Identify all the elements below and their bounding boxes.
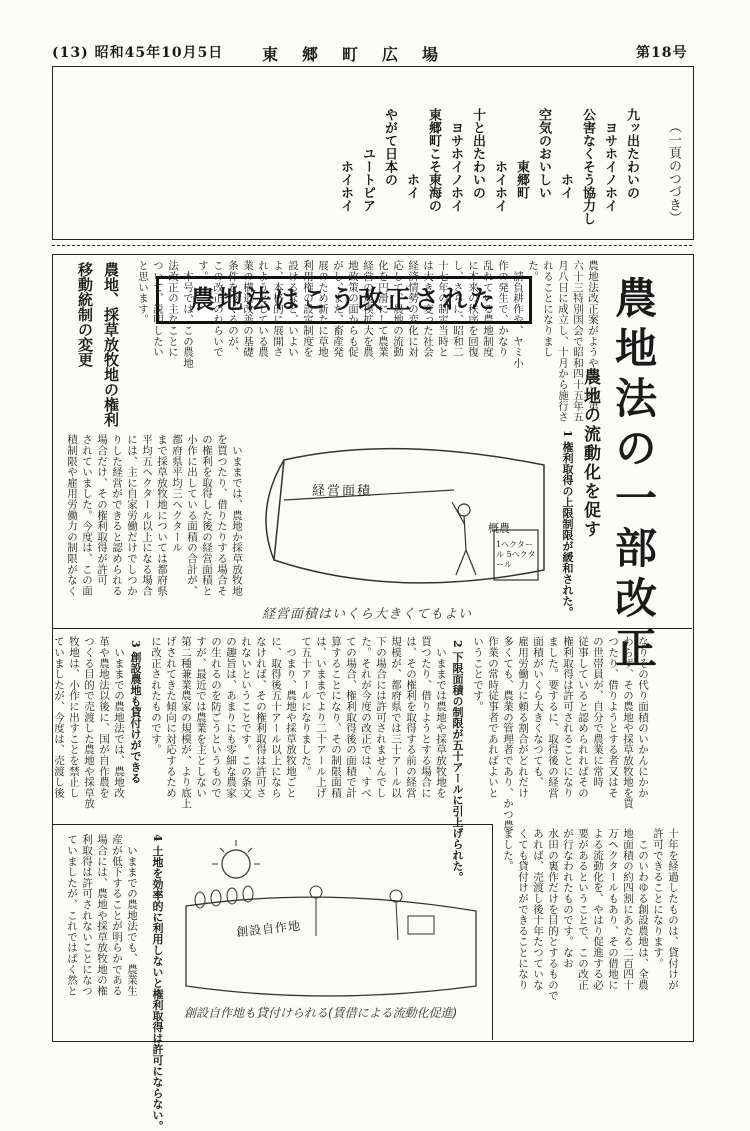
section-3-line: が行なわれたものです。なお	[562, 828, 574, 969]
illustration-1-board: 1ヘクタール 5ヘクタール	[496, 540, 536, 569]
poem-verses	[334, 108, 642, 228]
poem-continued-note: （一頁のつづき）	[666, 120, 681, 224]
section-1-line: の権利を取得した後の経営面積と	[201, 434, 213, 596]
intro-line: 本号では、この農地	[182, 260, 194, 368]
intro-line: がし、また、畜産発	[332, 260, 344, 358]
section-1-text	[64, 434, 244, 602]
intro-line: 応して、農地の流動	[392, 260, 404, 358]
section-1-line: を買つたり、借りたりする場合そ	[216, 434, 228, 596]
intro-line: 請負耕作や、ヤミ小	[512, 260, 524, 368]
poem-line: ユートピア	[360, 108, 375, 212]
lower-column-divider	[492, 824, 493, 1040]
intro-line: れることになりまし	[542, 260, 554, 358]
intro-line: 展のため新たに草地	[317, 260, 329, 358]
poem-line: 九ッ出たわいの	[624, 108, 639, 199]
section-3-line: ていましたが、今度は、売渡し後	[53, 636, 65, 798]
section-3-line: いままでの農地法では、農地改	[113, 636, 125, 798]
illustration-2-caption: 創設自作地も貸付けられる(賃借による流動化促進)	[184, 1006, 458, 1020]
section-2-line: れないということです。この条文	[240, 636, 252, 798]
section-2-line: いうことです。	[472, 636, 484, 712]
section-2-line: なりその代り面積のいかんにかか	[637, 636, 649, 798]
section-3-line: くても貸付けができることになり	[517, 828, 529, 990]
section-3-heading: 3 創設農地も貸付けができる	[129, 640, 142, 784]
subheadline: 農地の流動化を促す	[580, 368, 600, 539]
section-2-line: に改正されたものです。	[150, 636, 162, 755]
section-1-line: 積制限や雇用労働力の制限がなく	[66, 434, 78, 596]
section-2-line: の世帯員が、自分で農業に常時	[592, 636, 604, 788]
section-4-line: いままでの農地法でも、農業生	[126, 834, 138, 996]
section-2-line: 下の場合には許可されませんでし	[375, 636, 387, 798]
section-divider	[52, 245, 692, 246]
section-3-line: 牧地は、小作に出すことを禁止し	[68, 636, 80, 798]
section-2-heading: 2 下限面積の制限が五十アールに引上げられた。	[451, 640, 464, 883]
section-3-line: 十年を経過したものは、貸付けが	[667, 828, 679, 990]
section-3-line: このいわゆる創設農地は、全農	[637, 828, 649, 990]
section-2-line: 多くても、農業の管理者であり、かつ農	[502, 636, 514, 831]
section-2-line: て五十アールになりました。	[300, 636, 312, 777]
illustration-2-label: 創設自作地	[235, 918, 302, 940]
poem-line: ホイ	[558, 108, 573, 199]
intro-line: 条件をつくるのが、	[227, 260, 239, 358]
section-2-line: げされてきた傾向に対応するため	[165, 636, 177, 798]
section-1-line: 小作に出している面積の合計が、	[186, 434, 198, 596]
poem-line: ヨサホイノホイ	[602, 108, 617, 212]
intro-line: 化を円滑にして農業	[377, 260, 389, 358]
section-2-line: ました。要するに、取得後の経営	[547, 636, 559, 798]
section-2-line: 作業の常時従事者であればよいと	[487, 636, 499, 798]
section-2-line: 従事していると認められればその	[577, 636, 589, 798]
section-4-line: 利取得は許可されないことになつ	[81, 834, 93, 996]
poem-line: ホイホイ	[492, 108, 507, 212]
newspaper-name: 東 郷 町 広 場	[262, 45, 443, 64]
section-3-line: つくる目的で売渡した農地や採草放	[83, 636, 95, 809]
section-3-line: ました。	[502, 828, 514, 872]
intro-line: 六十三特別国会で昭和四十五年五	[572, 260, 584, 422]
section-2-line: の生れるのを防ごうというもので	[210, 636, 222, 798]
section-4-line: 産が低下することが明らかである	[111, 834, 123, 996]
section-2-line: は、いままでより二十アール上げ	[315, 636, 327, 798]
section-3-text-b	[500, 828, 680, 1028]
intro-line: 経営の規模拡大を農	[362, 260, 374, 358]
poem-line: 空気のおいしい	[536, 108, 551, 199]
section-4-line: 場合には、農地や採草放牧地の権	[96, 834, 108, 996]
intro-line: す。	[197, 260, 209, 282]
section-4-text	[64, 834, 139, 1030]
section-2-line: に、取得後五十アール以上になら	[270, 636, 282, 798]
section-1-line: 場合だけ、その権利取得が許可	[96, 434, 108, 586]
section-2-line: 権利取得は許可されることになり	[562, 636, 574, 798]
section-1-line: 平均五ヘクタール以上になる場合	[141, 434, 153, 596]
section-2-line: ての場合、権利取得後の面積で計	[345, 636, 357, 798]
section-3-line: よる流動化を、やはり促進する必	[592, 828, 604, 990]
section-3-line: 要があるということで、この改正	[577, 828, 589, 990]
section-2-line: つまり、農地や採草放牧地ごと	[285, 636, 297, 798]
section-3-line: 許可できることになります。	[652, 828, 664, 969]
section-1-line: りした経営ができると認められる	[111, 434, 123, 596]
poem-line: ヨサホイノホイ	[448, 108, 463, 212]
section-1-heading: 1 権利取得の上限制限が緩和された。	[561, 430, 574, 618]
illustration-1-label: 経営面積	[312, 484, 373, 499]
illustration-1-caption: 経営面積はいくら大きくてもよい	[262, 607, 473, 622]
section-1-line: されていました。今度は、この面	[81, 434, 93, 596]
section-2-line: 雇用労働力に頼る割合がどれだけ	[517, 636, 529, 798]
intro-line: し、さらに、昭和二	[452, 260, 464, 358]
intro-line: 月八日に成立し、十月から施行さ	[557, 260, 569, 422]
section-2-line: 算することになり、その制限面積	[330, 636, 342, 798]
intro-text	[137, 260, 600, 428]
section-3-line: あれば、売渡し後十年たつていな	[532, 828, 544, 990]
intro-line: 法改正の主なことに	[167, 260, 179, 358]
section-2-line: 第二種兼業農家の規模が、より底上	[180, 636, 192, 809]
intro-line: に本来の秩序を回復	[467, 260, 479, 358]
section-3-line: 水田の裏作だけを目的とするもので	[547, 828, 559, 1001]
section-2-line: いままでは農地や採草放牧地を	[435, 636, 447, 798]
section-3-line: 革や農地法以後に、国が自作農を	[98, 636, 110, 798]
issue-number: 第18号	[636, 45, 688, 61]
intro-line: た。	[527, 260, 539, 282]
intro-line: ついて、説明したい	[152, 260, 164, 358]
issue-date: (13) 昭和45年10月5日	[52, 45, 224, 61]
poem-line: 東郷町	[514, 108, 529, 199]
section-4-heading: 4 土地を効率的に利用しないと権利取得は許可にならない。	[151, 834, 164, 1131]
section-3-text-a	[53, 636, 126, 820]
section-1-line: 都府県平均三ヘクタール	[171, 434, 183, 553]
section-2-line: の趣旨は、あまりにも零細な農家	[225, 636, 237, 798]
box-title: 農地法はこう改正された	[189, 285, 498, 314]
intro-line: 業の構造改善の基礎	[242, 260, 254, 358]
section-1-line: いままでは、農地か採草放牧地	[231, 434, 243, 596]
section-2-line: わらず、その農地や採草放牧地を買	[622, 636, 634, 809]
section-2-line: は、その権利を取得する前の経営	[405, 636, 417, 798]
illustration-1-sign: 概農	[488, 522, 510, 535]
section-2-line: なければ、その権利取得は許可さ	[255, 636, 267, 798]
intro-line: 設けるなど、いよい	[287, 260, 299, 358]
intro-line: は大きく変った社会	[422, 260, 434, 358]
intro-line: 地政策の面からも促	[347, 260, 359, 358]
intro-line: 作の発生で、かなり	[497, 260, 509, 358]
poem-line: 十と出たわいの	[470, 108, 485, 199]
lower-divider	[52, 824, 492, 825]
intro-line: よ、本格的に展開さ	[272, 260, 284, 358]
poem-line: やがて日本の	[382, 108, 397, 186]
headline: 農地法の一部改正	[609, 276, 658, 676]
section-2-line: すが、最近では農業を主としない	[195, 636, 207, 798]
section-1-line: には、主に自家労働だけでしつか	[126, 434, 138, 596]
created-farmland-illustration	[176, 836, 488, 1006]
section-2-line: 規模が、都府県では三十アール以	[390, 636, 402, 798]
mid-divider	[52, 628, 692, 629]
section-4-line: ていましたが、これではばく然と	[66, 834, 78, 996]
section-3-line: 地面積の約四割にあたる二百四十	[622, 828, 634, 990]
sidebar-title	[72, 262, 124, 427]
sidebar-title-line: 農地、採草放牧地の権利	[102, 262, 120, 427]
section-2-text-a	[470, 636, 650, 831]
poem-line: 東郷町こそ東海の	[426, 108, 441, 212]
intro-line: 十七年の制定当時と	[437, 260, 449, 358]
intro-line: 乱れている農地制度	[482, 260, 494, 358]
poem-line: ホイ	[404, 108, 419, 199]
poem-line: ホイホイ	[338, 108, 353, 212]
intro-line: この改正のねらいで	[212, 260, 224, 358]
section-2-line: た。それが今度の改正では、すべ	[360, 636, 372, 798]
section-1-line: まで採草放牧地については都府県	[156, 434, 168, 596]
section-2-line: つたり、借りようとする者又はそ	[607, 636, 619, 798]
poem-line: 公害なくそう協力し	[580, 108, 595, 225]
intro-line: 利用権の設定制度を	[302, 260, 314, 358]
intro-line: 経済情勢の変化に対	[407, 260, 419, 358]
section-2-line: 面積がいくら大きくなつても、	[532, 636, 544, 788]
sidebar-title-line: 移動統制の変更	[76, 262, 94, 367]
section-3-line: 万ヘクタールもあり、その借地に	[607, 828, 619, 990]
section-2-line: 買つたり、借りようとする場合に	[420, 636, 432, 798]
intro-line: 農地法改正案がようやくこの第	[587, 260, 599, 412]
intro-line: と思います。	[137, 260, 149, 325]
section-2-text-b	[152, 636, 448, 820]
intro-line: れようとしている農	[257, 260, 269, 358]
